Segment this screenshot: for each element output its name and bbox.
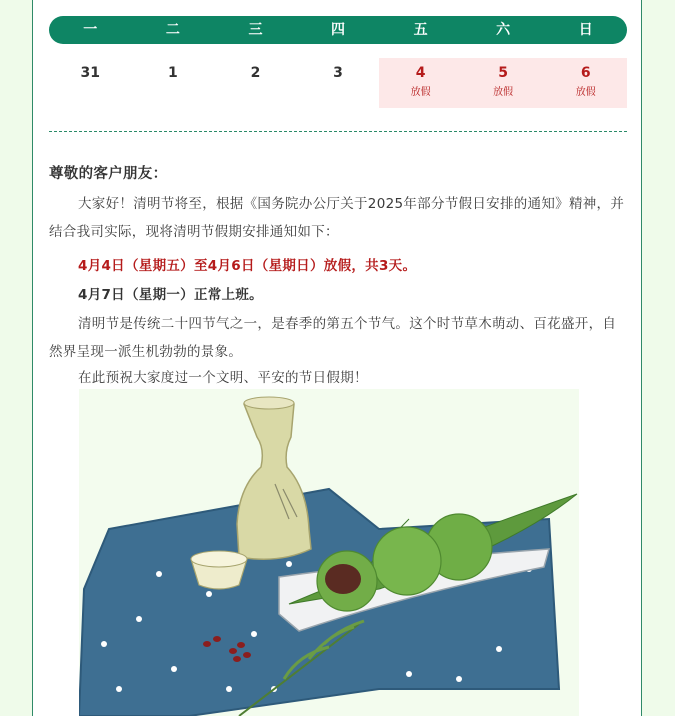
holiday-tag: 放假 — [493, 87, 514, 98]
weekday-sat: 六 — [496, 22, 511, 38]
weekday-fri: 五 — [413, 22, 428, 38]
calendar-day-holiday — [462, 58, 545, 108]
qingtuan — [373, 527, 441, 595]
day-number: 6 — [580, 65, 591, 81]
dashed-divider — [49, 131, 627, 132]
calendar-dates-row — [49, 58, 627, 108]
calendar-day — [132, 58, 215, 108]
qingming-illustration — [79, 389, 579, 716]
holiday-dates-line: 4月4日（星期五）至4月6日（星期日）放假，共3天。 — [78, 258, 417, 274]
intro-paragraph: 大家好！清明节将至，根据《国务院办公厅关于2025年部分节假日安排的通知》精神，并结合我司实际，现将清明节假期安排通知如下： — [49, 196, 625, 240]
weekday-wed: 三 — [248, 22, 263, 38]
work-resume-line: 4月7日（星期一）正常上班。 — [78, 287, 263, 303]
day-number: 5 — [498, 65, 509, 81]
calendar-day-holiday — [379, 58, 462, 108]
calendar-day — [49, 58, 132, 108]
holiday-wishes: 在此预祝大家度过一个文明、平安的节日假期！ — [78, 370, 368, 386]
calendar-day — [214, 58, 297, 108]
day-number: 4 — [415, 65, 426, 81]
notice-page — [32, 0, 642, 716]
qingming-description: 清明节是传统二十四节气之一，是春季的第五个节气。这个时节草木萌动、百花盛开，自然界呈现一派生机勃勃的景象。 — [49, 316, 617, 360]
day-number: 3 — [333, 65, 343, 81]
calendar-week-header — [49, 16, 627, 44]
holiday-tag: 放假 — [410, 87, 431, 98]
greeting: 尊敬的客户朋友： — [49, 166, 168, 182]
weekday-mon: 一 — [83, 22, 98, 38]
day-number: 31 — [80, 65, 101, 81]
day-number: 1 — [167, 65, 178, 81]
weekday-sun: 日 — [578, 22, 593, 38]
weekday-thu: 四 — [331, 22, 346, 38]
day-number: 2 — [250, 65, 261, 81]
holiday-tag: 放假 — [575, 87, 596, 98]
calendar-day — [297, 58, 380, 108]
calendar-day-holiday — [544, 58, 627, 108]
weekday-tue: 二 — [165, 22, 180, 38]
